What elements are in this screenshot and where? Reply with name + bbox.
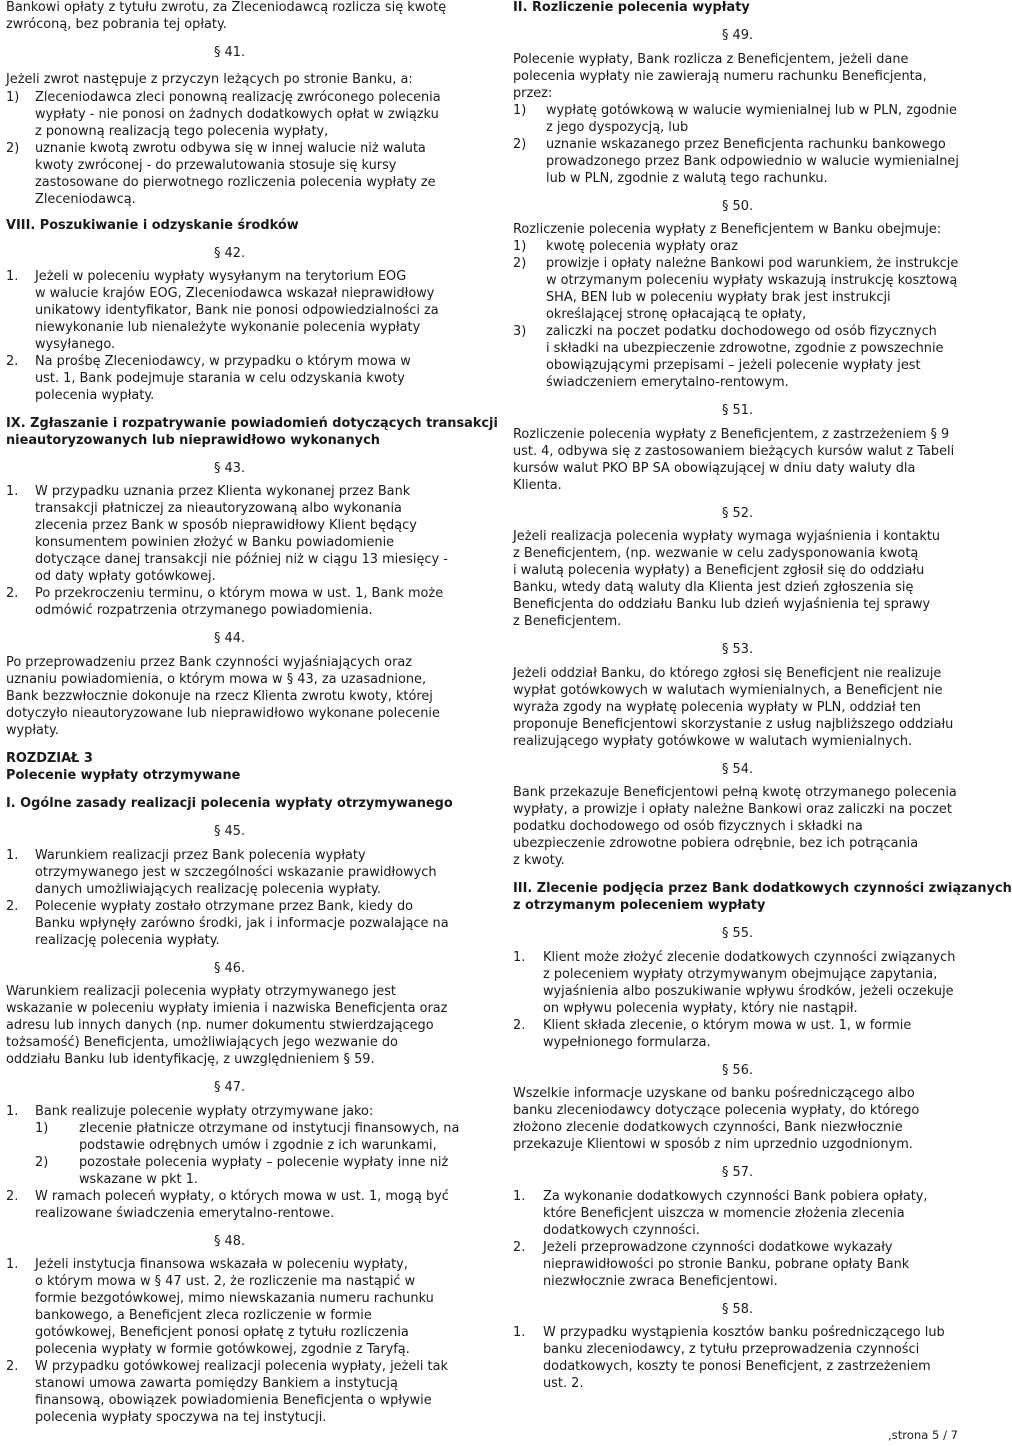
list-marker: 1. <box>6 484 19 499</box>
section-number: § 51. <box>722 403 754 418</box>
list-marker: 1. <box>6 1104 19 1119</box>
list-marker: 1. <box>513 950 526 965</box>
list-marker: 1. <box>513 1189 526 1204</box>
section-sign-icon: § <box>722 28 733 43</box>
section-sign-icon: § <box>214 461 225 476</box>
section-number: § 54. <box>722 762 754 777</box>
section-number: § 56. <box>722 1063 754 1078</box>
section-sign-icon: § <box>214 961 225 976</box>
section-sign-icon: § <box>214 824 225 839</box>
list-marker: 1) <box>513 239 527 254</box>
section-number: § 58. <box>722 1302 754 1317</box>
list-marker: 2. <box>6 1359 19 1374</box>
section-sign-icon: § <box>214 631 225 646</box>
section-sign-icon: § <box>722 762 733 777</box>
list-marker: 1. <box>6 1257 19 1272</box>
section-number: § 42. <box>214 246 246 261</box>
section-number: § 46. <box>214 961 246 976</box>
section-sign-icon: § <box>214 45 225 60</box>
list-marker: 2) <box>35 1155 49 1170</box>
list-marker: 1. <box>6 269 19 284</box>
list-marker: 2. <box>6 1189 19 1204</box>
section-number: § 57. <box>722 1165 754 1180</box>
section-number: § 55. <box>722 926 754 941</box>
section-number: § 52. <box>722 506 754 521</box>
list-marker: 2. <box>513 1018 526 1033</box>
list-marker: 2) <box>513 137 527 152</box>
list-marker: 1. <box>6 848 19 863</box>
section-number: § 41. <box>214 45 246 60</box>
list-marker: 1) <box>35 1121 49 1136</box>
section-number: § 45. <box>214 824 246 839</box>
list-marker: 1. <box>513 1325 526 1340</box>
section-number: § 47. <box>214 1080 246 1095</box>
section-number: § 43. <box>214 461 246 476</box>
section-sign-icon: § <box>722 926 733 941</box>
section-number: § 44. <box>214 631 246 646</box>
section-sign-icon: § <box>722 1165 733 1180</box>
list-marker: 1) <box>513 103 527 118</box>
section-number: § 50. <box>722 199 754 214</box>
section-sign-icon: § <box>722 403 733 418</box>
list-marker: 2) <box>6 141 20 156</box>
list-marker: 2. <box>6 354 19 369</box>
section-number: § 53. <box>722 642 754 657</box>
section-sign-icon: § <box>214 1234 225 1249</box>
page-number: ,strona 5 / 7 <box>888 1428 959 1442</box>
list-marker: 3) <box>513 324 527 339</box>
list-marker: 2. <box>6 899 19 914</box>
list-marker: 2) <box>513 256 527 271</box>
list-marker: 2. <box>513 1240 526 1255</box>
section-sign-icon: § <box>214 246 225 261</box>
section-sign-icon: § <box>722 1302 733 1317</box>
section-sign-icon: § <box>722 1063 733 1078</box>
list-marker: 2. <box>6 586 19 601</box>
section-number: § 49. <box>722 28 754 43</box>
section-sign-icon: § <box>214 1080 225 1095</box>
section-sign-icon: § <box>722 199 733 214</box>
list-marker: 1) <box>6 90 20 105</box>
section-number: § 48. <box>214 1234 246 1249</box>
section-sign-icon: § <box>722 642 733 657</box>
section-sign-icon: § <box>722 506 733 521</box>
